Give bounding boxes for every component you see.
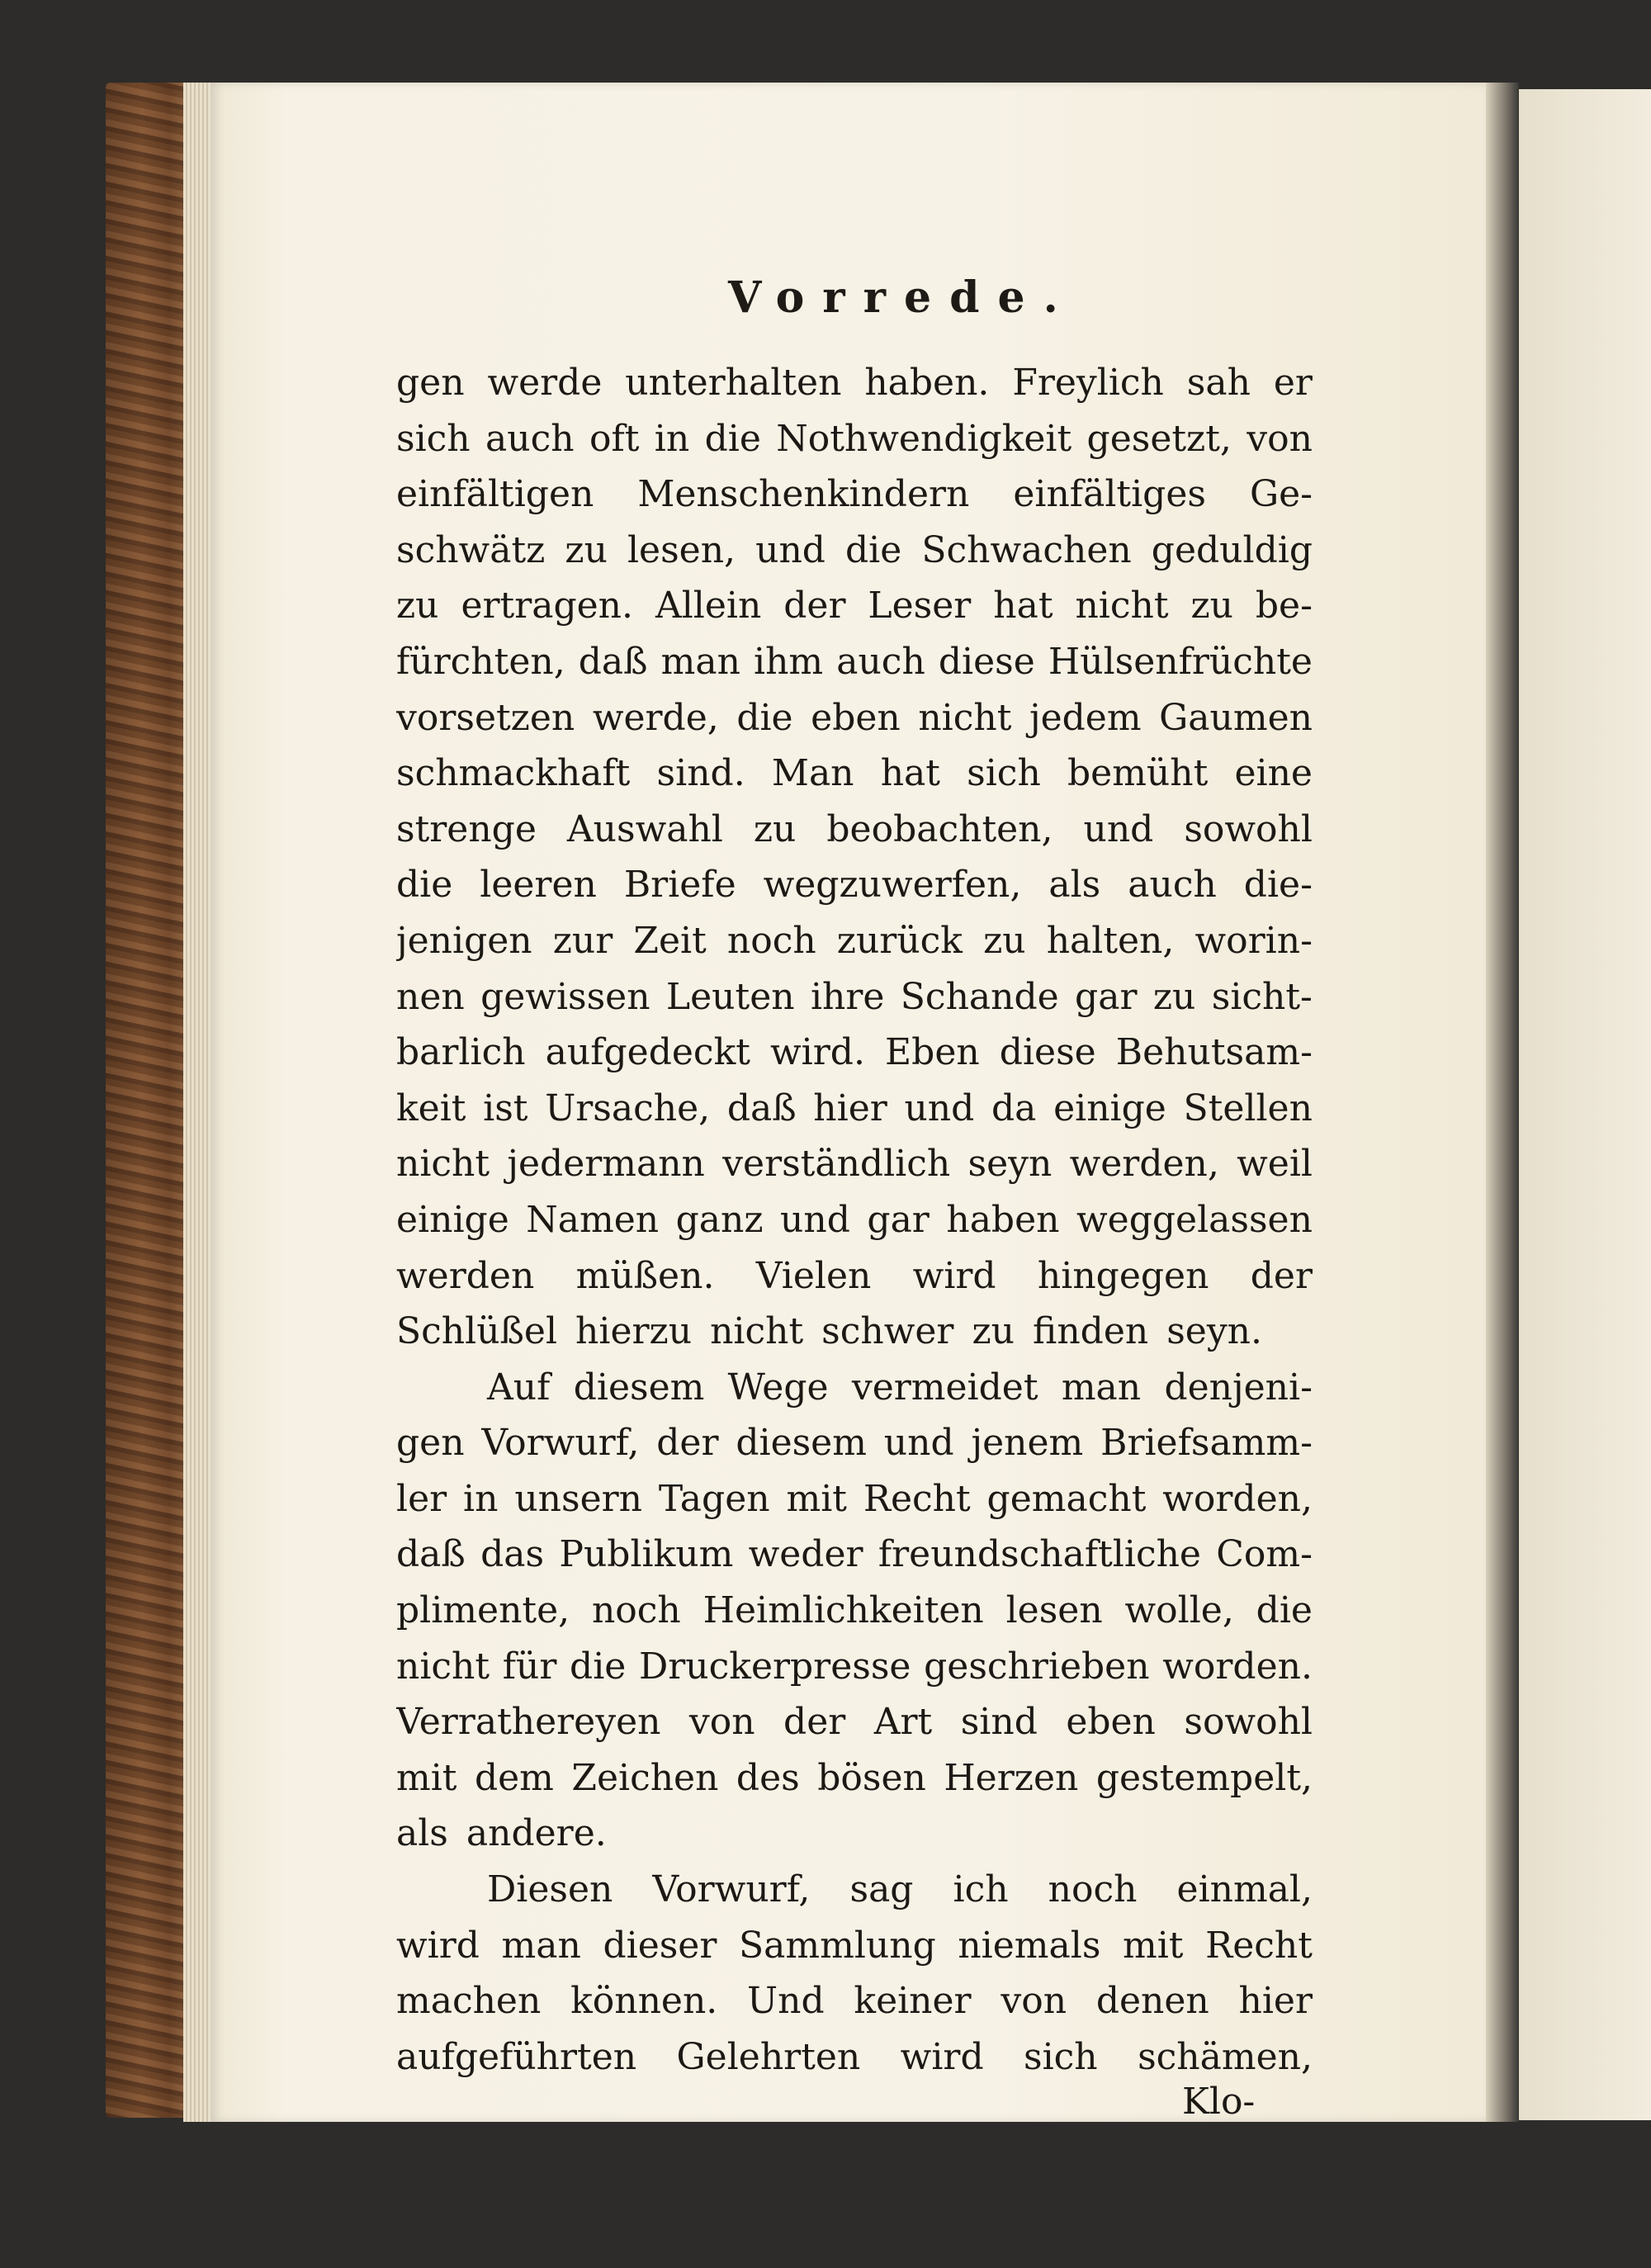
word: jedermann [507,1143,705,1186]
word: Art [873,1701,933,1744]
word: Vorwurf, [652,1868,811,1911]
word: ganz [675,1198,764,1241]
word: niemals [958,1924,1101,1967]
word: aufgeführten [396,2035,637,2078]
word: bösen [817,1756,926,1799]
word: sind. [656,752,745,795]
word: in [463,1477,499,1520]
word: ich [953,1868,1009,1911]
word: lesen [1005,1589,1103,1632]
word: nicht [710,1310,804,1353]
word: diese [938,640,1035,683]
word: die [570,1645,627,1688]
word: hier [813,1087,887,1129]
word: das [480,1533,545,1576]
word: Ge- [1249,473,1313,516]
text-line [396,523,1313,579]
text-line [396,1639,1313,1695]
word: werden, [1069,1143,1219,1186]
word: werde, [592,696,719,739]
word: geschrieben [924,1645,1150,1688]
word: hat [993,585,1053,627]
word: eben [811,696,901,739]
word: sowohl [1184,1701,1313,1744]
word: sich [1024,2035,1098,2078]
word: die- [1243,864,1313,907]
word: Menschenkindern [637,473,970,516]
word: zurück [836,919,963,962]
word: Schlüßel [396,1310,558,1353]
word: gen [396,1422,465,1465]
word: dem [474,1756,554,1799]
word: die [736,696,793,739]
word: Recht [1205,1924,1313,1967]
word: ler [396,1477,447,1520]
text-line [396,634,1313,690]
word: zu [1152,975,1196,1018]
word: dieser [603,1924,717,1967]
word: der [783,1701,846,1744]
word: sich [396,417,471,460]
text-line [396,1806,1313,1862]
word: Briefsamm- [1100,1422,1313,1465]
word: keit [396,1087,466,1129]
running-head: Vorrede. [728,272,1076,323]
text-line [396,1918,1313,1974]
text-line [396,2029,1313,2086]
word: Man [771,752,854,795]
text-line [396,411,1313,467]
word: schwer [821,1310,954,1353]
word: die [845,528,902,571]
facing-page [1519,89,1651,2120]
word: die [396,864,453,907]
word: gen [396,362,465,404]
word: leeren [480,864,597,907]
word: strenge [396,807,537,850]
word: fürchten, [396,640,565,683]
word: sah [1186,362,1251,404]
word: noch [1048,1868,1138,1911]
word: wird [912,1254,996,1297]
word: schmackhaft [396,752,631,795]
word: Vielen [755,1254,872,1297]
word: Ursache, [545,1087,711,1129]
word: worden, [1162,1477,1313,1520]
body-text [396,355,1313,2085]
word: als [396,1812,448,1855]
word: Leser [868,585,972,627]
word: Zeit [633,919,707,962]
word: nen [396,975,465,1018]
word: Und [747,1980,825,2023]
text-line [396,746,1313,802]
word: da [991,1087,1037,1129]
word: andere. [466,1812,607,1855]
word: barlich [396,1031,526,1074]
word: schwätz [396,528,546,571]
word: hierzu [575,1310,693,1353]
word: lesen, [627,528,736,571]
word: nicht [396,1645,490,1688]
word: einfältiges [1013,473,1206,516]
word: einmal, [1176,1868,1313,1911]
catchword: Klo- [1182,2081,1256,2123]
word: Leuten [665,975,795,1018]
word: zu [972,1310,1015,1353]
word: zur [552,919,613,962]
text-line [396,578,1313,634]
word: Com- [1216,1533,1313,1576]
word: werde [487,362,603,404]
word: weder [748,1533,863,1576]
word: oft [589,417,640,460]
word: sowohl [1184,807,1313,850]
word: Briefe [623,864,736,907]
word: der [783,585,846,627]
word: sich [967,752,1041,795]
word: zu [396,585,439,627]
word: auch [836,640,925,683]
word: Sammlung [739,1924,936,1967]
word: gestempelt, [1095,1756,1313,1799]
word: müßen. [575,1254,715,1297]
word: mit [396,1756,457,1799]
word: Freylich [1012,362,1164,404]
word: gar [867,1198,930,1241]
word: Nothwendigkeit [776,417,1072,460]
word: und [780,1198,850,1241]
word: Schwachen [921,528,1132,571]
word: gemacht [986,1477,1147,1520]
word: er [1273,362,1313,404]
text-line [396,1360,1313,1416]
text-line [396,1081,1313,1137]
text-line [396,1471,1313,1527]
word: auch [1128,864,1217,907]
word: wird. [770,1031,865,1074]
word: mit [1123,1924,1184,1967]
page-gutter [1486,83,1519,2122]
word: mit [786,1477,847,1520]
word: Auf [487,1366,551,1409]
text-line [396,1583,1313,1639]
word: Hülsenfrüchte [1048,640,1313,683]
word: zu [565,528,608,571]
word: und [883,1422,954,1465]
word: können. [570,1980,718,2023]
word: zu [1190,585,1233,627]
text-line [396,355,1313,411]
text-line [396,913,1313,969]
word: man [660,640,740,683]
word: denjeni- [1164,1366,1313,1409]
word: Publikum [559,1533,734,1576]
text-line [396,1527,1313,1583]
text-line [396,1694,1313,1750]
word: Heimlichkeiten [703,1589,984,1632]
word: für [502,1645,557,1688]
word: sicht- [1211,975,1313,1018]
text-line [396,690,1313,746]
word: einige [396,1198,509,1241]
word: weggelassen [1076,1198,1313,1241]
word: sag [849,1868,914,1911]
word: gewissen [480,975,650,1018]
word: verständlich [722,1143,951,1186]
word: des [736,1756,800,1799]
word: worin- [1194,919,1313,962]
word: Tagen [658,1477,770,1520]
word: der [656,1422,719,1465]
word: unterhalten [625,362,842,404]
word: in [654,417,690,460]
text-line [396,1192,1313,1248]
word: der [1250,1254,1313,1297]
text-line [396,802,1313,858]
word: die [704,417,761,460]
word: daß [578,640,648,683]
word: Stellen [1183,1087,1313,1129]
word: als [1048,864,1101,907]
word: beobachten, [826,807,1053,850]
word: Schande [900,975,1059,1018]
word: noch [591,1589,681,1632]
word: sind [960,1701,1038,1744]
word: nicht [396,1143,490,1186]
word: Diesen [487,1868,613,1911]
word: gar [1075,975,1138,1018]
word: hingegen [1037,1254,1209,1297]
text-line [396,1248,1313,1304]
word: die [1256,1589,1313,1632]
word: be- [1255,585,1313,627]
word: aufgedeckt [545,1031,750,1074]
word: seyn. [1166,1310,1263,1353]
word: diese [999,1031,1096,1074]
word: gesetzt, [1086,417,1232,460]
word: Verrathereyen [396,1701,661,1744]
text-line [396,857,1313,913]
word: wird [900,2035,984,2078]
word: daß [396,1533,466,1576]
word: Gaumen [1159,696,1313,739]
word: Recht [863,1477,971,1520]
word: daß [726,1087,797,1129]
word: keiner [854,1980,972,2023]
word: Druckerpresse [638,1645,911,1688]
word: halten, [1046,919,1175,962]
word: man [501,1924,581,1967]
word: einige [1053,1087,1166,1129]
word: nicht [918,696,1012,739]
word: noch [726,919,816,962]
word: von [688,1701,755,1744]
word: wolle, [1124,1589,1234,1632]
word: ihre [810,975,885,1018]
word: ertragen. [461,585,634,627]
word: schämen, [1138,2035,1313,2078]
word: diesem [736,1422,867,1465]
word: finden [1032,1310,1149,1353]
word: zu [983,919,1026,962]
word: und [1083,807,1154,850]
word: worden. [1162,1645,1313,1688]
word: bemüht [1067,752,1209,795]
word: werden [396,1254,535,1297]
word: auch [485,417,575,460]
word: Eben [885,1031,980,1074]
word: diesem [573,1366,705,1409]
text-line [396,1136,1313,1192]
word: Wege [727,1366,829,1409]
word: plimente, [396,1589,570,1632]
word: man [1061,1366,1142,1409]
word: weil [1237,1143,1313,1186]
word: von [1247,417,1313,460]
word: einfältigen [396,473,594,516]
word: eben [1066,1701,1156,1744]
word: machen [396,1980,542,2023]
word: Zeichen [571,1756,719,1799]
word: Allein [655,585,762,627]
word: Herzen [944,1756,1079,1799]
word: Namen [526,1198,660,1241]
word: ist [483,1087,528,1129]
word: vorsetzen [396,696,575,739]
word: und [904,1087,975,1129]
word: und [755,528,826,571]
word: jenem [971,1422,1084,1465]
word: jenigen [396,919,532,962]
text-line [396,969,1313,1025]
word: nicht [1075,585,1169,627]
word: jedem [1029,696,1142,739]
word: Gelehrten [676,2035,861,2078]
word: vermeidet [851,1366,1038,1409]
word: hat [880,752,940,795]
word: denen [1095,1980,1209,2023]
text-line [396,466,1313,523]
text-line [396,1025,1313,1081]
word: Auswahl [566,807,723,850]
word: haben. [864,362,990,404]
text-line [396,1415,1313,1471]
word: zu [753,807,797,850]
text-line [396,1304,1313,1360]
word: seyn [967,1143,1053,1186]
word: wird [396,1924,480,1967]
word: geduldig [1151,528,1313,571]
word: Vorwurf, [481,1422,640,1465]
word: hier [1238,1980,1313,2023]
word: unsern [514,1477,642,1520]
word: wegzuwerfen, [763,864,1022,907]
text-line [396,1750,1313,1806]
word: Behutsam- [1115,1031,1313,1074]
word: haben [946,1198,1060,1241]
word: ihm [754,640,824,683]
text-line [396,1973,1313,2029]
word: eine [1234,752,1313,795]
text-line [396,1862,1313,1918]
word: von [1001,1980,1067,2023]
word: freundschaftliche [878,1533,1201,1576]
